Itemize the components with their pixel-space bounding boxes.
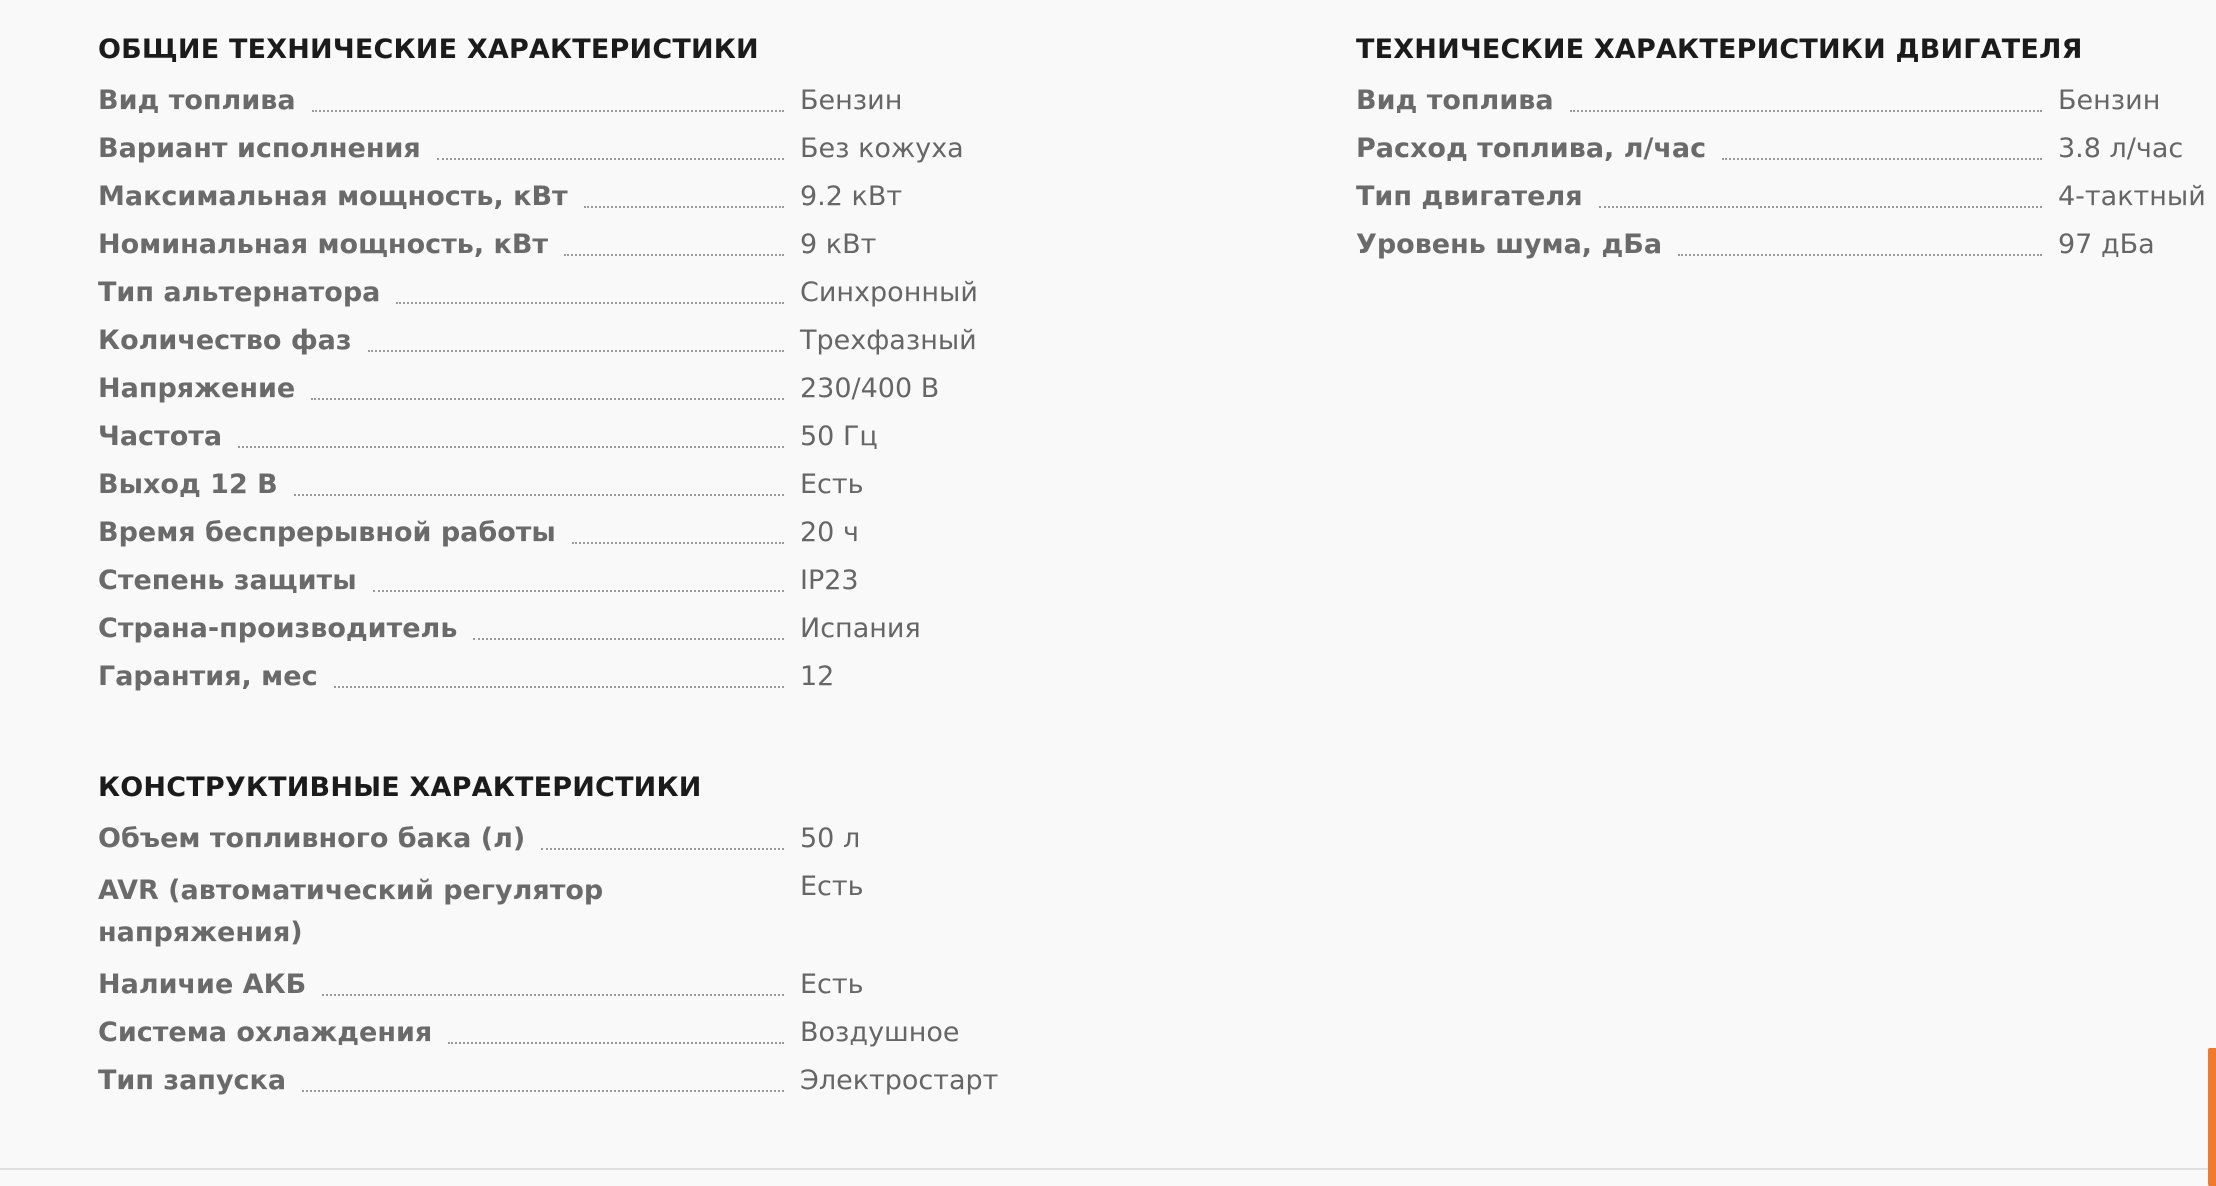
spec-value: 4-тактный (2058, 181, 2206, 212)
spec-label: Количество фаз (98, 325, 352, 356)
spec-value: Есть (800, 469, 864, 500)
spec-label: Наличие АКБ (98, 969, 307, 1000)
spec-row (1356, 228, 2206, 262)
dotted-leader (294, 493, 784, 496)
general-specs-title: ОБЩИЕ ТЕХНИЧЕСКИЕ ХАРАКТЕРИСТИКИ (98, 34, 759, 65)
spec-row (98, 822, 998, 856)
spec-label: AVR (автоматический регулятор напряжения) (98, 875, 604, 948)
dotted-leader (1599, 205, 2042, 208)
dotted-leader (473, 637, 784, 640)
spec-label: Степень защиты (98, 565, 357, 596)
dotted-leader (1678, 253, 2042, 256)
engine-specs-title: ТЕХНИЧЕСКИЕ ХАРАКТЕРИСТИКИ ДВИГАТЕЛЯ (1356, 34, 2083, 65)
spec-row (98, 324, 978, 358)
general-specs-section (98, 34, 978, 708)
dotted-leader (368, 349, 784, 352)
spec-label: Тип двигателя (1356, 181, 1583, 212)
spec-row (98, 1016, 998, 1050)
spec-value: 230/400 В (800, 373, 940, 404)
dotted-leader (396, 301, 784, 304)
spec-row (98, 870, 998, 954)
spec-value: 97 дБа (2058, 229, 2155, 260)
spec-value: 20 ч (800, 517, 859, 548)
dotted-leader (1722, 157, 2042, 160)
spec-row (98, 968, 998, 1002)
spec-label: Вариант исполнения (98, 133, 421, 164)
dotted-leader (564, 253, 784, 256)
spec-value: Электростарт (800, 1065, 999, 1096)
spec-label: Вид топлива (1356, 85, 1554, 116)
spec-label: Номинальная мощность, кВт (98, 229, 549, 260)
dotted-leader (572, 541, 784, 544)
spec-row (98, 468, 978, 502)
spec-label: Тип запуска (98, 1065, 287, 1096)
spec-label: Напряжение (98, 373, 296, 404)
spec-row (98, 84, 978, 118)
engine-specs-section (1356, 34, 2206, 276)
spec-row (1356, 84, 2206, 118)
spec-label: Время беспрерывной работы (98, 517, 556, 548)
spec-row (98, 180, 978, 214)
spec-value: 9 кВт (800, 229, 877, 260)
spec-row (98, 276, 978, 310)
spec-label: Вид топлива (98, 85, 296, 116)
dotted-leader (541, 847, 784, 850)
spec-label: Выход 12 В (98, 469, 278, 500)
dotted-leader (1570, 109, 2042, 112)
spec-row (98, 612, 978, 646)
spec-label: Уровень шума, дБа (1356, 229, 1663, 260)
spec-row (98, 372, 978, 406)
dotted-leader (334, 685, 784, 688)
dotted-leader (437, 157, 784, 160)
scroll-accent-bar[interactable] (2208, 1048, 2216, 1186)
dotted-leader (448, 1041, 784, 1044)
spec-value: Воздушное (800, 1017, 960, 1048)
spec-row (1356, 180, 2206, 214)
spec-value: Синхронный (800, 277, 978, 308)
spec-value: Есть (800, 871, 864, 902)
spec-row (98, 228, 978, 262)
dotted-leader (238, 445, 784, 448)
spec-label: Гарантия, мес (98, 661, 318, 692)
spec-row (98, 660, 978, 694)
spec-value: 9.2 кВт (800, 181, 903, 212)
spec-row (98, 1064, 998, 1098)
dotted-leader (302, 1089, 784, 1092)
spec-value: 12 (800, 661, 835, 692)
dotted-leader (373, 589, 784, 592)
spec-value: Без кожуха (800, 133, 964, 164)
spec-label: Максимальная мощность, кВт (98, 181, 568, 212)
spec-row (98, 564, 978, 598)
spec-label: Расход топлива, л/час (1356, 133, 1707, 164)
spec-label: Страна-производитель (98, 613, 458, 644)
spec-value: 3.8 л/час (2058, 133, 2184, 164)
spec-value: Бензин (2058, 85, 2161, 116)
spec-row (98, 516, 978, 550)
bottom-divider (0, 1168, 2216, 1170)
spec-value: Есть (800, 969, 864, 1000)
spec-label: Частота (98, 421, 223, 452)
spec-value: Испания (800, 613, 921, 644)
spec-value: 50 Гц (800, 421, 878, 452)
dotted-leader (584, 205, 784, 208)
construct-specs-section (98, 772, 998, 1112)
spec-value: Бензин (800, 85, 903, 116)
dotted-leader (322, 993, 784, 996)
spec-value: Трехфазный (800, 325, 977, 356)
construct-specs-title: КОНСТРУКТИВНЫЕ ХАРАКТЕРИСТИКИ (98, 772, 702, 803)
spec-row (98, 132, 978, 166)
spec-row (1356, 132, 2206, 166)
spec-label: Система охлаждения (98, 1017, 433, 1048)
spec-value: IP23 (800, 565, 859, 596)
spec-label: Тип альтернатора (98, 277, 381, 308)
spec-label: Объем топливного бака (л) (98, 823, 526, 854)
dotted-leader (311, 397, 784, 400)
dotted-leader (312, 109, 784, 112)
spec-value: 50 л (800, 823, 861, 854)
spec-row (98, 420, 978, 454)
